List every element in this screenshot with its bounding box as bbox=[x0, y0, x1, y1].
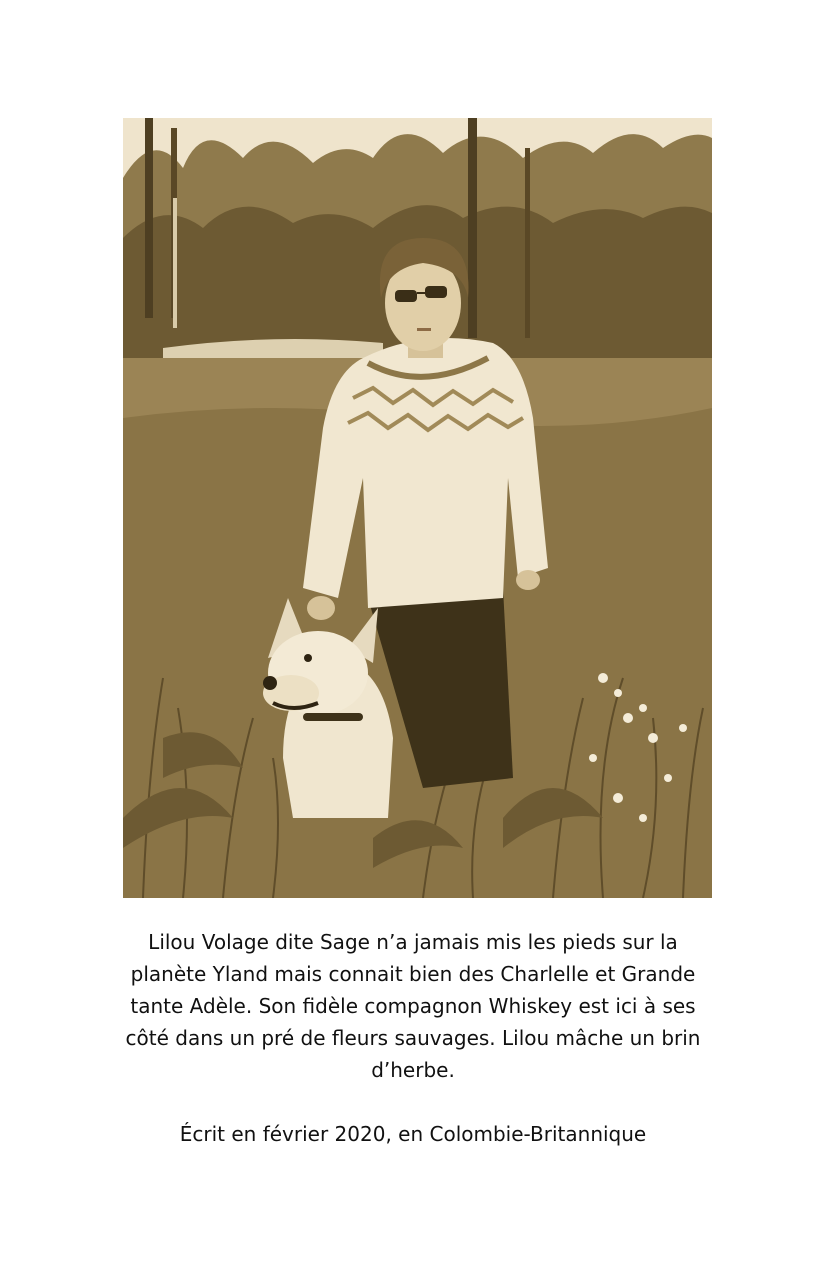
photo bbox=[123, 118, 712, 898]
sepia-photo-illustration bbox=[123, 118, 712, 898]
writing-date-location: Écrit en février 2020, en Colombie-Britannique bbox=[179, 1122, 647, 1146]
photo-caption: Lilou Volage dite Sage n’a jamais mis les pieds sur la planète Yland mais connait bien des Charlelle et Grande tante Adèle. Son fidèle compagnon Whiskey est ici à ses côté dans un pré de fleurs sauvages. Lilou mâche un brin d’herbe. bbox=[125, 930, 701, 1082]
